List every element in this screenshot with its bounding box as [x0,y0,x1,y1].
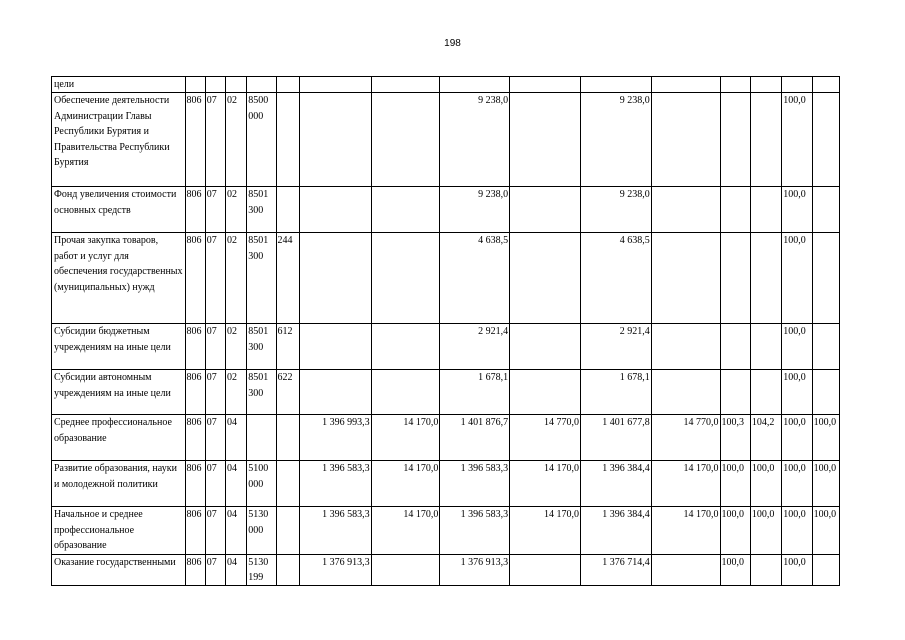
cell-csr: 8501 300 [247,233,276,324]
cell-percent [750,187,781,233]
cell-value: 1 401 677,8 [580,415,651,461]
cell-value [580,77,651,93]
budget-table-body [52,77,840,586]
cell-value: 14 170,0 [510,507,581,554]
cell-rz: 07 [205,187,225,233]
cell-value [510,324,581,370]
cell-value: 1 396 384,4 [580,507,651,554]
cell-value: 1 396 583,3 [440,507,510,554]
cell-pr: 04 [225,415,246,461]
cell-percent [812,93,839,187]
cell-percent [750,370,781,415]
cell-percent: 100,0 [750,461,781,507]
cell-rz: 07 [205,233,225,324]
cell-percent: 100,0 [782,187,812,233]
cell-percent: 100,0 [812,507,839,554]
cell-vr: 612 [276,324,299,370]
cell-percent [720,370,750,415]
cell-value [510,77,581,93]
cell-value: 14 170,0 [371,461,440,507]
cell-rz: 07 [205,324,225,370]
cell-csr: 8501 300 [247,187,276,233]
cell-value [651,233,720,324]
cell-value: 14 770,0 [651,415,720,461]
cell-percent [812,324,839,370]
cell-value: 1 396 583,3 [299,461,371,507]
cell-percent: 100,0 [782,415,812,461]
cell-value [510,554,581,586]
cell-csr: 8501 300 [247,370,276,415]
cell-rz [205,77,225,93]
table-row [52,233,840,324]
cell-value [371,370,440,415]
cell-percent [750,324,781,370]
cell-csr: 5130 199 [247,554,276,586]
cell-value [371,77,440,93]
cell-percent: 100,0 [782,370,812,415]
cell-value [299,233,371,324]
cell-rz: 07 [205,415,225,461]
cell-percent [812,233,839,324]
cell-value [440,77,510,93]
row-name: Прочая закупка товаров, работ и услуг для обеспечения государственных (муниципальных) нужд [52,233,186,324]
table-row [52,187,840,233]
cell-percent [750,233,781,324]
cell-rz: 07 [205,554,225,586]
cell-csr [247,77,276,93]
cell-value [299,370,371,415]
cell-value [371,93,440,187]
cell-pr: 04 [225,461,246,507]
cell-value [651,370,720,415]
cell-value: 4 638,5 [580,233,651,324]
cell-rz: 07 [205,461,225,507]
cell-value: 1 396 384,4 [580,461,651,507]
cell-value [510,233,581,324]
cell-value: 14 170,0 [371,415,440,461]
cell-value [651,554,720,586]
cell-value: 1 376 714,4 [580,554,651,586]
cell-pr: 02 [225,370,246,415]
cell-percent [750,554,781,586]
cell-value: 14 170,0 [651,461,720,507]
table-row [52,93,840,187]
table-row [52,507,840,554]
cell-ved: 806 [185,93,205,187]
cell-percent: 100,0 [782,93,812,187]
cell-percent: 104,2 [750,415,781,461]
cell-percent: 100,0 [782,554,812,586]
cell-vr [276,415,299,461]
row-name: Субсидии автономным учреждениям на иные цели [52,370,186,415]
cell-pr: 02 [225,187,246,233]
cell-csr: 8500 000 [247,93,276,187]
cell-percent: 100,3 [720,415,750,461]
cell-pr: 02 [225,93,246,187]
cell-percent [812,77,839,93]
cell-percent: 100,0 [720,507,750,554]
cell-percent: 100,0 [812,415,839,461]
cell-percent [720,77,750,93]
table-row [52,370,840,415]
cell-percent [812,554,839,586]
table-row [52,324,840,370]
cell-rz: 07 [205,507,225,554]
table-row [52,461,840,507]
cell-percent [720,187,750,233]
table-row [52,77,840,93]
cell-value: 2 921,4 [580,324,651,370]
cell-rz: 07 [205,370,225,415]
cell-value: 9 238,0 [580,93,651,187]
cell-value: 14 170,0 [510,461,581,507]
cell-csr: 5100 000 [247,461,276,507]
cell-pr: 02 [225,324,246,370]
cell-value [510,370,581,415]
table-row [52,554,840,586]
cell-value [651,77,720,93]
cell-value: 9 238,0 [440,93,510,187]
cell-value [510,93,581,187]
cell-vr [276,507,299,554]
cell-percent: 100,0 [720,554,750,586]
cell-ved: 806 [185,415,205,461]
cell-vr [276,93,299,187]
cell-value: 9 238,0 [580,187,651,233]
cell-value: 9 238,0 [440,187,510,233]
cell-pr [225,77,246,93]
cell-percent [750,77,781,93]
cell-value: 1 401 876,7 [440,415,510,461]
cell-ved: 806 [185,461,205,507]
row-name: Начальное и среднее профессиональное образование [52,507,186,554]
cell-percent [812,370,839,415]
cell-value: 1 396 993,3 [299,415,371,461]
cell-value: 1 678,1 [580,370,651,415]
cell-ved: 806 [185,324,205,370]
row-name: Субсидии бюджетным учреждениям на иные цели [52,324,186,370]
cell-value [371,554,440,586]
cell-value: 1 396 583,3 [440,461,510,507]
cell-vr [276,461,299,507]
cell-rz: 07 [205,93,225,187]
cell-vr: 622 [276,370,299,415]
cell-csr: 8501 300 [247,324,276,370]
table-row [52,415,840,461]
cell-value [651,187,720,233]
cell-ved [185,77,205,93]
cell-value [371,324,440,370]
cell-value [651,324,720,370]
cell-pr: 04 [225,554,246,586]
cell-percent: 100,0 [720,461,750,507]
cell-csr [247,415,276,461]
cell-value: 4 638,5 [440,233,510,324]
cell-value [371,233,440,324]
cell-value [299,77,371,93]
cell-vr: 244 [276,233,299,324]
cell-value: 2 921,4 [440,324,510,370]
cell-percent [720,93,750,187]
cell-percent: 100,0 [782,233,812,324]
cell-ved: 806 [185,554,205,586]
cell-percent [720,233,750,324]
cell-percent [720,324,750,370]
cell-value: 14 170,0 [371,507,440,554]
cell-value [299,93,371,187]
cell-value [371,187,440,233]
row-name: Развитие образования, науки и молодежной политики [52,461,186,507]
cell-csr: 5130 000 [247,507,276,554]
cell-value: 1 396 583,3 [299,507,371,554]
cell-value [510,187,581,233]
row-name: Оказание государственными [52,554,186,586]
cell-percent [782,77,812,93]
cell-value [299,324,371,370]
row-name: цели [52,77,186,93]
budget-table [51,76,840,586]
cell-value [651,93,720,187]
page-number: 198 [444,38,461,49]
cell-value: 14 770,0 [510,415,581,461]
cell-vr [276,77,299,93]
row-name: Среднее профессиональное образование [52,415,186,461]
cell-vr [276,187,299,233]
cell-vr [276,554,299,586]
cell-value: 1 376 913,3 [440,554,510,586]
cell-value: 1 678,1 [440,370,510,415]
cell-pr: 04 [225,507,246,554]
row-name: Обеспечение деятельности Администрации Главы Республики Бурятия и Правительства Республики Бурятия [52,93,186,187]
cell-percent [750,93,781,187]
cell-percent: 100,0 [782,324,812,370]
cell-percent: 100,0 [750,507,781,554]
cell-percent: 100,0 [782,507,812,554]
cell-value [299,187,371,233]
cell-percent: 100,0 [812,461,839,507]
cell-ved: 806 [185,507,205,554]
cell-percent [812,187,839,233]
cell-ved: 806 [185,187,205,233]
row-name: Фонд увеличения стоимости основных средств [52,187,186,233]
cell-ved: 806 [185,233,205,324]
cell-ved: 806 [185,370,205,415]
cell-value: 14 170,0 [651,507,720,554]
cell-value: 1 376 913,3 [299,554,371,586]
cell-percent: 100,0 [782,461,812,507]
cell-pr: 02 [225,233,246,324]
